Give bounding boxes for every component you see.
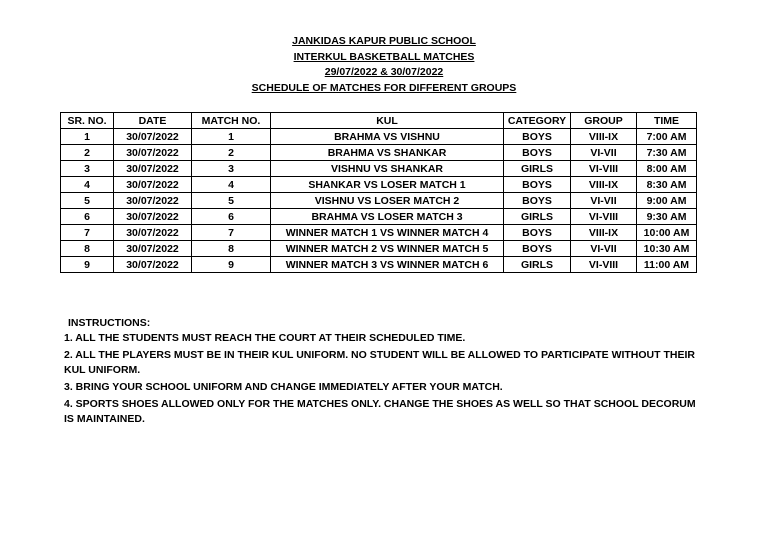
cell-kul: VISHNU VS SHANKAR	[271, 161, 504, 177]
cell-group: VI-VII	[571, 193, 637, 209]
cell-category: GIRLS	[504, 161, 571, 177]
column-header-kul: KUL	[271, 113, 504, 129]
table-row	[61, 209, 697, 225]
cell-match-no: 3	[192, 161, 271, 177]
column-header-date: DATE	[114, 113, 192, 129]
cell-group: VI-VII	[571, 145, 637, 161]
cell-sr-no: 8	[61, 241, 114, 257]
cell-match-no: 1	[192, 129, 271, 145]
cell-sr-no: 9	[61, 257, 114, 273]
table-row	[61, 257, 697, 273]
cell-category: GIRLS	[504, 257, 571, 273]
cell-date: 30/07/2022	[114, 177, 192, 193]
cell-match-no: 5	[192, 193, 271, 209]
table-row	[61, 177, 697, 193]
column-header-group: GROUP	[571, 113, 637, 129]
cell-category: BOYS	[504, 241, 571, 257]
cell-category: BOYS	[504, 193, 571, 209]
cell-time: 9:00 AM	[637, 193, 697, 209]
cell-sr-no: 3	[61, 161, 114, 177]
instruction-item: 3. BRING YOUR SCHOOL UNIFORM AND CHANGE IMMEDIATELY AFTER YOUR MATCH.	[64, 381, 503, 393]
cell-kul: WINNER MATCH 3 VS WINNER MATCH 6	[271, 257, 504, 273]
cell-group: VI-VIII	[571, 257, 637, 273]
instruction-item: 1. ALL THE STUDENTS MUST REACH THE COURT AT THEIR SCHEDULED TIME.	[64, 332, 466, 344]
cell-group: VI-VIII	[571, 161, 637, 177]
cell-sr-no: 2	[61, 145, 114, 161]
cell-group: VIII-IX	[571, 129, 637, 145]
cell-time: 10:30 AM	[637, 241, 697, 257]
column-header-sr-no: SR. NO.	[61, 113, 114, 129]
cell-date: 30/07/2022	[114, 161, 192, 177]
cell-sr-no: 1	[61, 129, 114, 145]
cell-kul: BRAHMA VS VISHNU	[271, 129, 504, 145]
cell-category: BOYS	[504, 129, 571, 145]
cell-category: GIRLS	[504, 209, 571, 225]
cell-kul: SHANKAR VS LOSER MATCH 1	[271, 177, 504, 193]
cell-group: VIII-IX	[571, 225, 637, 241]
cell-time: 10:00 AM	[637, 225, 697, 241]
cell-time: 9:30 AM	[637, 209, 697, 225]
cell-date: 30/07/2022	[114, 257, 192, 273]
instructions-title: INSTRUCTIONS:	[68, 317, 151, 329]
event-title: INTERKUL BASKETBALL MATCHES	[293, 50, 475, 63]
table-row	[61, 129, 697, 145]
column-header-time: TIME	[637, 113, 697, 129]
cell-time: 7:30 AM	[637, 145, 697, 161]
cell-match-no: 6	[192, 209, 271, 225]
cell-sr-no: 5	[61, 193, 114, 209]
cell-time: 8:30 AM	[637, 177, 697, 193]
column-header-category: CATEGORY	[504, 113, 571, 129]
cell-match-no: 9	[192, 257, 271, 273]
cell-group: VIII-IX	[571, 177, 637, 193]
table-row	[61, 161, 697, 177]
cell-category: BOYS	[504, 145, 571, 161]
table-row	[61, 225, 697, 241]
cell-date: 30/07/2022	[114, 129, 192, 145]
cell-match-no: 7	[192, 225, 271, 241]
instruction-item: 4. SPORTS SHOES ALLOWED ONLY FOR THE MATCHES ONLY. CHANGE THE SHOES AS WELL SO THAT SCHOOL DECORUM IS MAINTAINED.	[64, 398, 696, 425]
document-header	[0, 34, 768, 96]
table-row	[61, 193, 697, 209]
school-name: JANKIDAS KAPUR PUBLIC SCHOOL	[292, 35, 476, 47]
cell-group: VI-VII	[571, 241, 637, 257]
cell-match-no: 8	[192, 241, 271, 257]
cell-match-no: 4	[192, 177, 271, 193]
event-dates: 29/07/2022 & 30/07/2022	[324, 66, 444, 78]
cell-sr-no: 6	[61, 209, 114, 225]
cell-kul: BRAHMA VS SHANKAR	[271, 145, 504, 161]
cell-match-no: 2	[192, 145, 271, 161]
cell-date: 30/07/2022	[114, 193, 192, 209]
cell-category: BOYS	[504, 225, 571, 241]
column-header-match-no: MATCH NO.	[192, 113, 271, 129]
cell-date: 30/07/2022	[114, 241, 192, 257]
cell-sr-no: 7	[61, 225, 114, 241]
cell-date: 30/07/2022	[114, 145, 192, 161]
table-row	[61, 241, 697, 257]
instruction-item: 2. ALL THE PLAYERS MUST BE IN THEIR KUL UNIFORM. NO STUDENT WILL BE ALLOWED TO PARTICIPATE WITHOUT THEIR KUL UNIFORM.	[64, 349, 695, 376]
cell-category: BOYS	[504, 177, 571, 193]
table-row	[61, 145, 697, 161]
cell-time: 11:00 AM	[637, 257, 697, 273]
cell-group: VI-VIII	[571, 209, 637, 225]
cell-sr-no: 4	[61, 177, 114, 193]
cell-kul: VISHNU VS LOSER MATCH 2	[271, 193, 504, 209]
schedule-subtitle: SCHEDULE OF MATCHES FOR DIFFERENT GROUPS	[251, 81, 517, 94]
table-header-row	[61, 113, 697, 129]
instructions-section	[64, 316, 704, 429]
cell-time: 8:00 AM	[637, 161, 697, 177]
schedule-table	[60, 112, 697, 273]
cell-kul: WINNER MATCH 2 VS WINNER MATCH 5	[271, 241, 504, 257]
cell-kul: BRAHMA VS LOSER MATCH 3	[271, 209, 504, 225]
cell-date: 30/07/2022	[114, 225, 192, 241]
cell-date: 30/07/2022	[114, 209, 192, 225]
cell-time: 7:00 AM	[637, 129, 697, 145]
cell-kul: WINNER MATCH 1 VS WINNER MATCH 4	[271, 225, 504, 241]
